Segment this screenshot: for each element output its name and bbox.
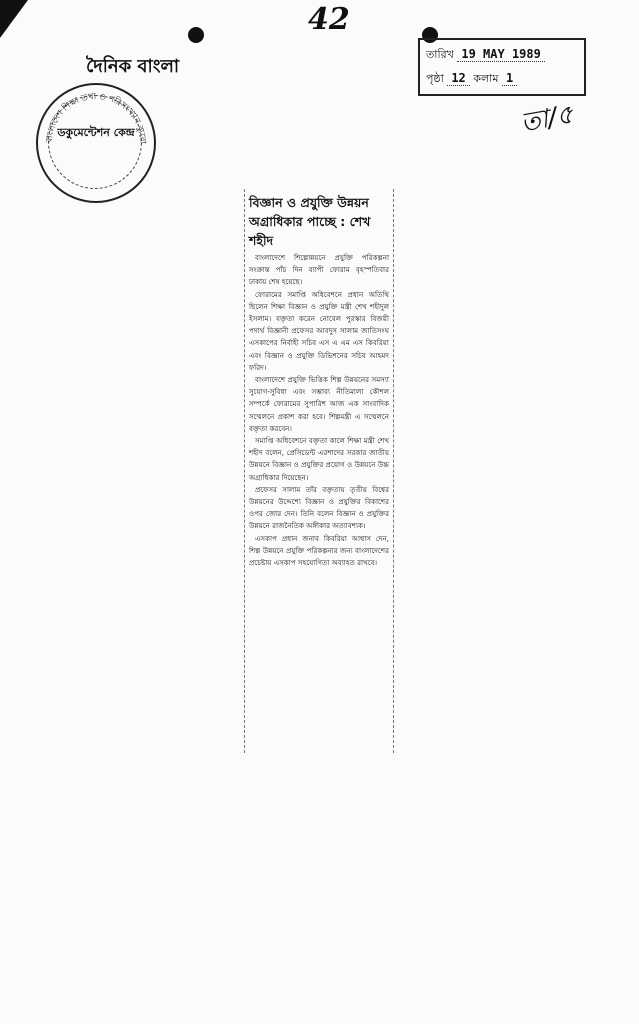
stamp-center-text: ডকুমেন্টেশন কেন্দ্র	[57, 126, 135, 139]
date-label: তারিখ	[426, 48, 454, 61]
article-headline: বিজ্ঞান ও প্রযুক্তি উন্নয়ন অগ্রাধিকার পাচ্ছে : শেখ শহীদ	[249, 195, 371, 248]
handwritten-initials: তা/৫	[518, 99, 576, 139]
page-value: 12	[447, 71, 469, 86]
handwritten-page-number: 42	[308, 2, 350, 37]
stamp-inner-ring	[48, 95, 142, 189]
date-value: 19 MAY 1989	[457, 47, 544, 62]
article-paragraph: ফোরামের সমাপ্তি অধিবেশনে প্রধান অতিথি ছিলেন শিক্ষা বিজ্ঞান ও প্রযুক্তি মন্ত্রী শেখ শহীদুল ইসলাম। বক্তৃতা করেন নোবেল পুরস্কার বিজয়ী পদার্থ বিজ্ঞানী প্রফেসর আবদুস সালাম জাতিসংঘ এসকাপের নির্বাহী সচিব এস এ এম এস কিবরিয়া এবং বিজ্ঞান ও প্রযুক্তি ডিভিশনের সচিব আহমদ ফরিদ।	[249, 289, 389, 372]
page-column-row	[426, 70, 517, 89]
documentation-stamp	[36, 83, 156, 203]
news-clipping	[244, 189, 394, 753]
torn-corner	[0, 0, 28, 38]
page-label: পৃষ্ঠা	[426, 72, 444, 85]
date-stamp-box	[418, 38, 586, 96]
article-paragraph: বাংলাদেশে শিল্পোন্নয়নে প্রযুক্তি পরিকল্পনা সংক্রান্ত পাঁচ দিন ব্যাপী ফোরাম বৃহস্পতিবার ঢাকায় শেষ হয়েছে।	[249, 253, 389, 287]
stamp-ring-text: বাংলাদেশ শিক্ষা তথ্য ও পরিসংখ্যান ব্যুরো	[44, 91, 148, 145]
newspaper-name: দৈনিক বাংলা	[86, 56, 180, 77]
article-paragraph: বাংলাদেশে প্রযুক্তি ভিত্তিক শিল্প উন্নয়নের সমস্যা সুযোগ-সুবিধা এবং সম্ভাব্য নীতিমালা কৌশল সম্পর্কে ফোরামের সুপারিশ আজ এক সাংবাদিক সম্মেলনে প্রকাশ করা হবে। শিল্পমন্ত্রী এ সম্মেলনে বক্তৃতা করবেন।	[249, 375, 389, 433]
column-value: 1	[502, 71, 517, 86]
column-label: কলাম	[473, 72, 499, 85]
article-paragraph: প্রফেসর সালাম তাঁর বক্তৃতায় তৃতীয় বিশ্বের উন্নয়নের উদ্দেশ্যে বিজ্ঞান ও প্রযুক্তির বিকাশের ওপর জোর দেন। তিনি বলেন বিজ্ঞান ও প্রযুক্তির উন্নয়নে রাজনৈতিক অঙ্গীকার অত্যাবশ্যক।	[249, 484, 389, 531]
punch-hole-left	[188, 27, 204, 43]
article-paragraph: এসকাপ প্রধান জনাব কিবরিয়া আশ্বাস দেন, শিল্প উন্নয়নে প্রযুক্তি পরিকল্পনার জন্য বাংলাদেশের প্রচেষ্টায় এসকাপ সহযোগিতা অব্যাহত রাখবে।	[249, 533, 389, 568]
date-row	[426, 46, 545, 65]
article-paragraph: সমাপ্তি অধিবেশনে বক্তৃতা কালে শিক্ষা মন্ত্রী শেখ শহীদ বলেন, প্রেসিডেন্ট এরশাদের সরকার জাতীয় উন্নয়নে বিজ্ঞান ও প্রযুক্তির প্রয়োগ ও উন্নয়নে উচ্চ অগ্রাধিকার দিয়েছেন।	[249, 436, 389, 482]
article-body	[249, 252, 389, 569]
